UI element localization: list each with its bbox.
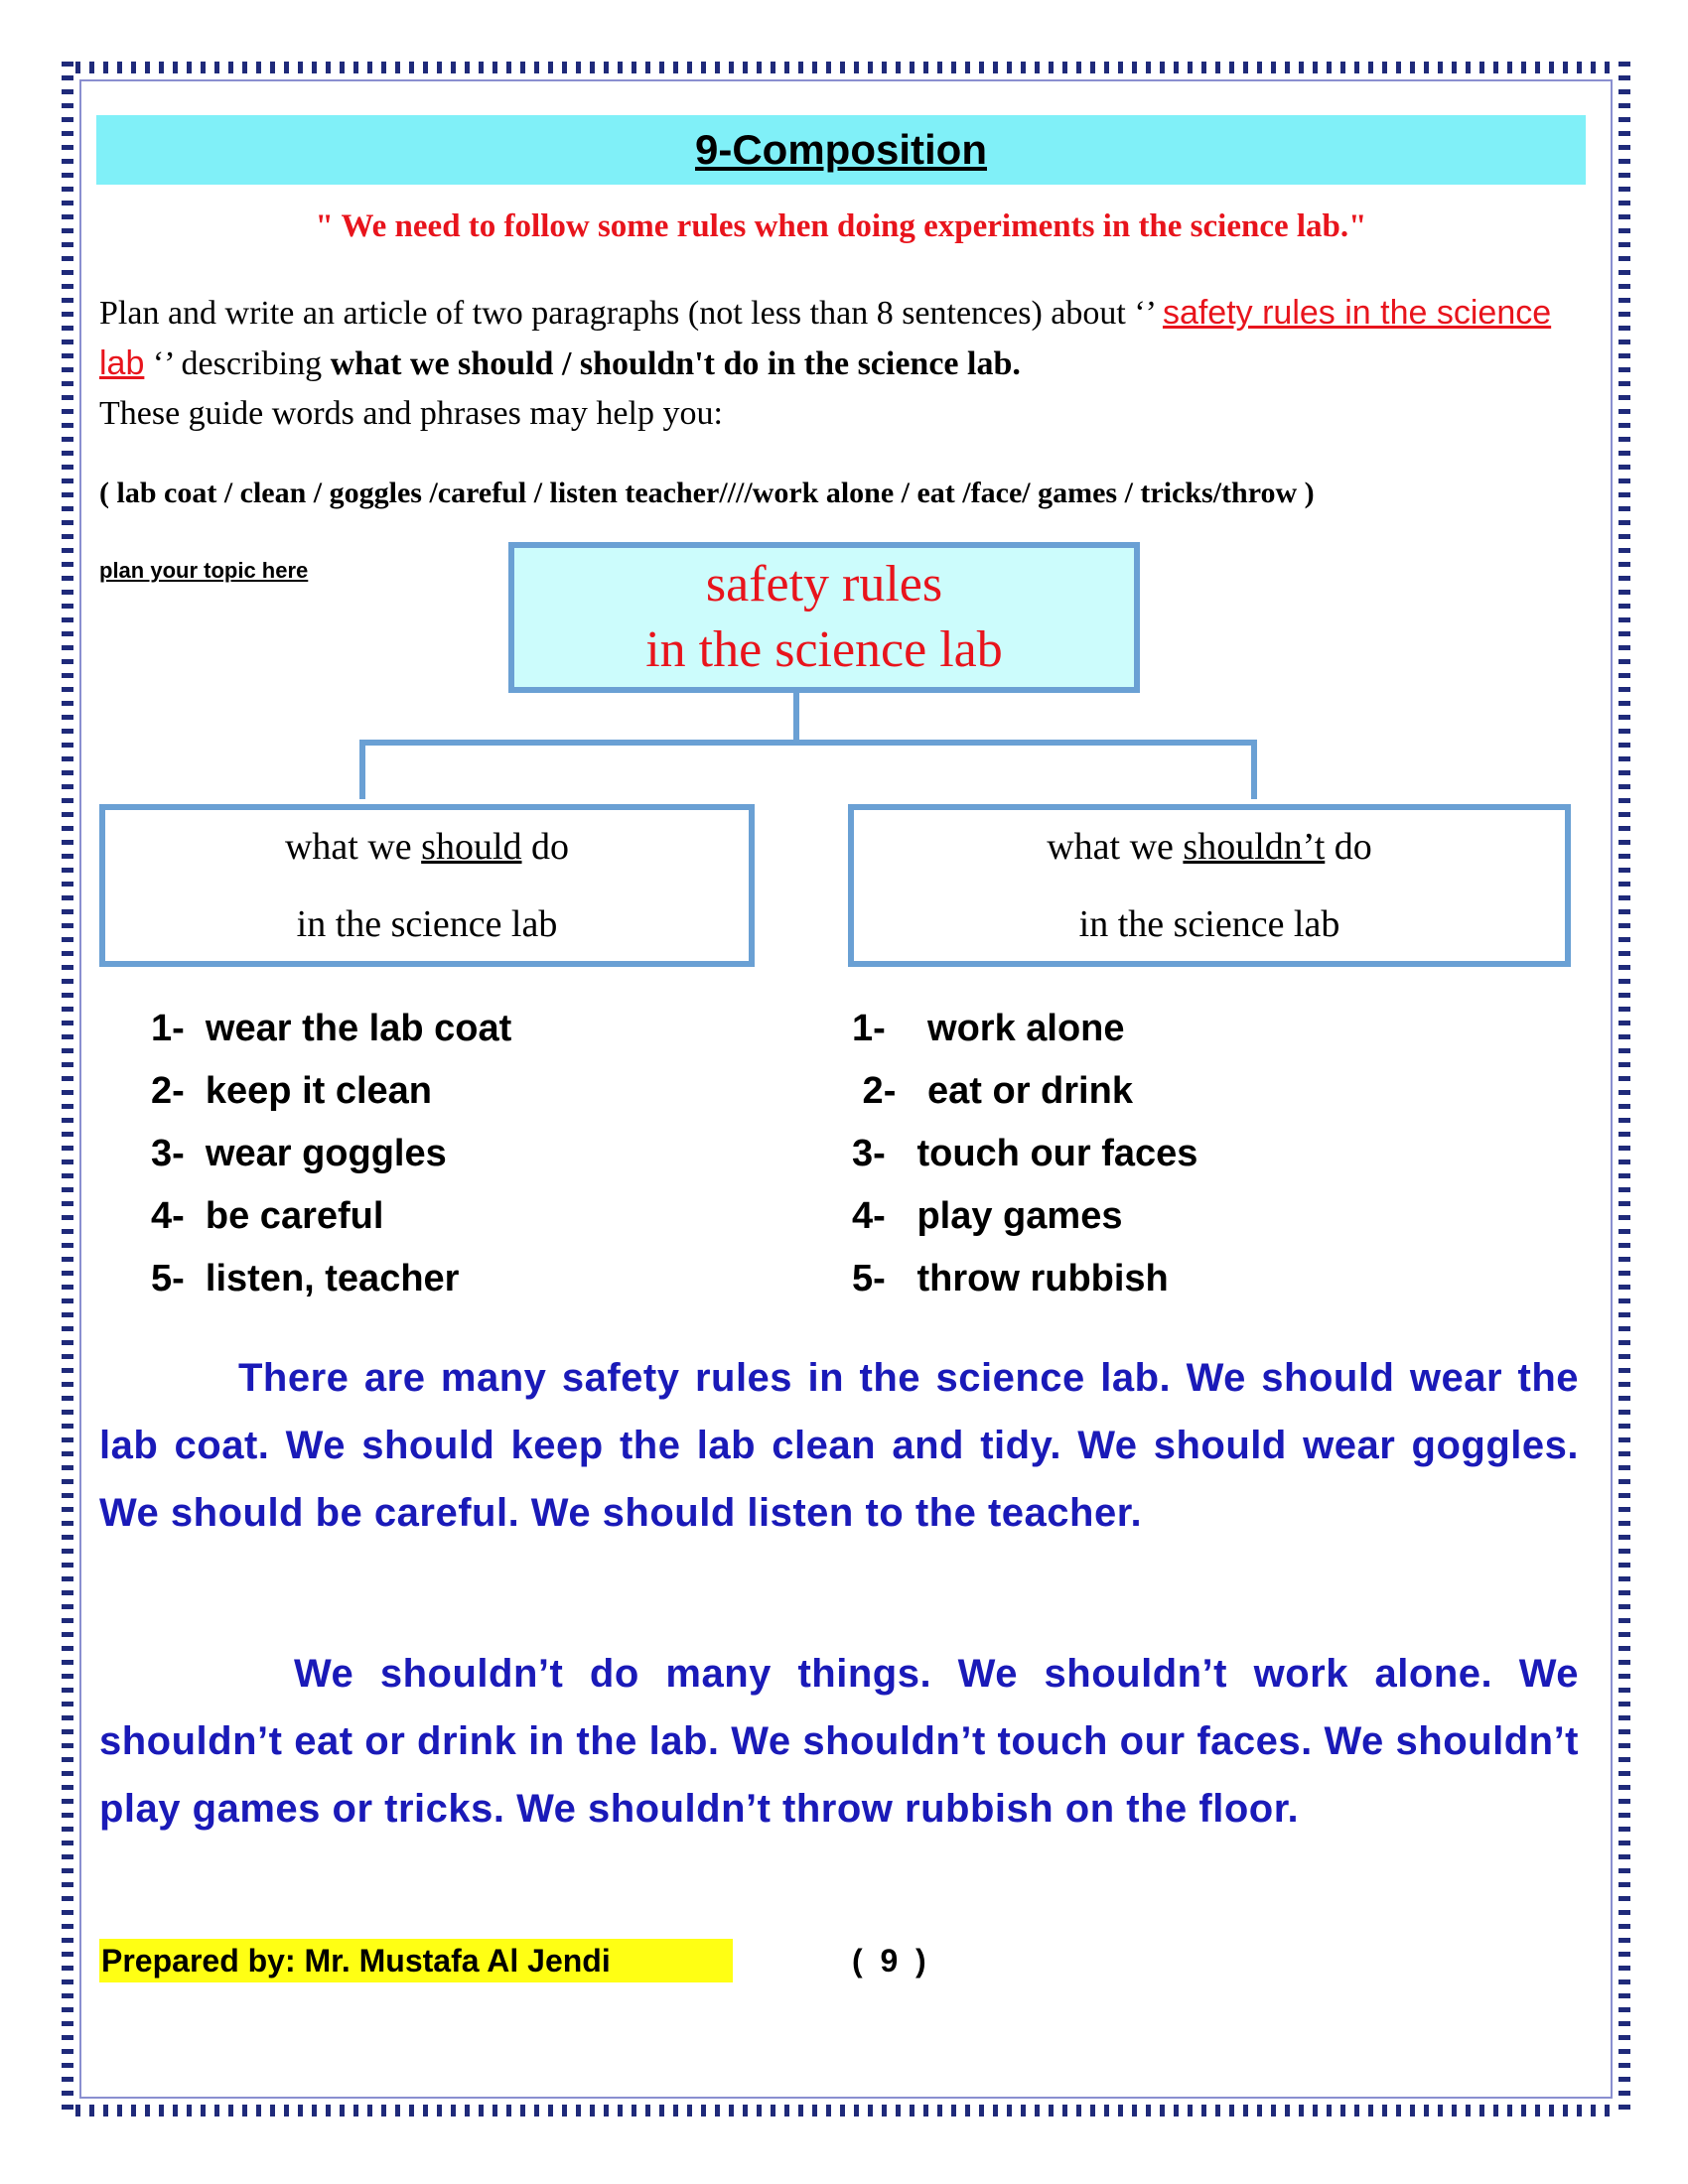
diagram-main-line1: safety rules	[705, 556, 943, 613]
title-bar	[96, 115, 1586, 185]
shouldnt-box-line1	[1047, 808, 1372, 886]
shouldnt-box-line2: in the science lab	[1078, 903, 1340, 945]
list-item: 4- play games	[852, 1195, 1123, 1237]
shouldnt-prefix: what we	[1047, 826, 1184, 868]
should-prefix: what we	[284, 826, 422, 868]
should-box-line1	[285, 808, 569, 886]
quote: " We need to follow some rules when doing experiments in the science lab."	[315, 208, 1367, 244]
connector-vertical-main	[793, 693, 799, 743]
plan-label: plan your topic here	[99, 558, 309, 583]
paragraph-shouldnt: We shouldn’t do many things. We shouldn’t work alone. We shouldn’t eat or drink in the lab. We shouldn’t touch our faces. We shouldn’t play games or tricks. We shouldn’t throw rubbish on the floor.	[99, 1652, 1579, 1831]
list-item: 5- listen, teacher	[151, 1258, 460, 1299]
connector-vertical-right	[1251, 740, 1257, 799]
list-item: 1- wear the lab coat	[151, 1008, 512, 1049]
page-border-right	[1618, 62, 1630, 2116]
list-item: 3- touch our faces	[852, 1133, 1198, 1174]
list-item: 5- throw rubbish	[852, 1258, 1169, 1299]
connector-vertical-left	[359, 740, 365, 799]
shouldnt-word: shouldn’t	[1183, 826, 1326, 868]
page-border-left	[62, 62, 73, 2116]
instruction-text-1: Plan and write an article of two paragraphs (not less than 8 sentences) about ‘’	[99, 295, 1163, 332]
instruction-bold: what we should / shouldn't do in the science lab.	[330, 345, 1021, 382]
should-word: should	[421, 826, 522, 868]
list-item: 4- be careful	[151, 1195, 384, 1237]
instruction-text-2: ‘’ describing	[144, 345, 331, 382]
list-item: 2- keep it clean	[151, 1070, 433, 1112]
instructions	[99, 288, 1579, 439]
shouldnt-list	[852, 998, 1197, 1310]
instruction-topic: safety rules in the science lab	[99, 294, 1552, 382]
shouldnt-suffix: do	[1325, 826, 1372, 868]
connector-horizontal	[359, 740, 1257, 746]
list-item: 2- eat or drink	[852, 1070, 1133, 1112]
diagram-main-box	[508, 542, 1140, 693]
list-item: 1- work alone	[852, 1008, 1125, 1049]
prepared-by: Prepared by: Mr. Mustafa Al Jendi	[99, 1939, 733, 1982]
should-box-line2: in the science lab	[296, 903, 558, 945]
paragraph-should: There are many safety rules in the science lab. We should wear the lab coat. We should keep the lab clean and tidy. We should wear goggles. We should be careful. We should listen to the teacher.	[99, 1356, 1579, 1535]
should-box	[99, 804, 755, 967]
list-item: 3- wear goggles	[151, 1133, 447, 1174]
page-number: ( 9 )	[852, 1943, 926, 1979]
diagram-main-line2: in the science lab	[645, 621, 1003, 678]
guide-words: ( lab coat / clean / goggles /careful / listen teacher////work alone / eat /face/ games / tricks/throw )	[99, 477, 1315, 509]
shouldnt-box	[848, 804, 1571, 967]
page-title: 9-Composition	[695, 126, 987, 173]
guide-intro: These guide words and phrases may help you:	[99, 395, 723, 432]
should-list	[151, 998, 511, 1310]
should-suffix: do	[521, 826, 570, 868]
